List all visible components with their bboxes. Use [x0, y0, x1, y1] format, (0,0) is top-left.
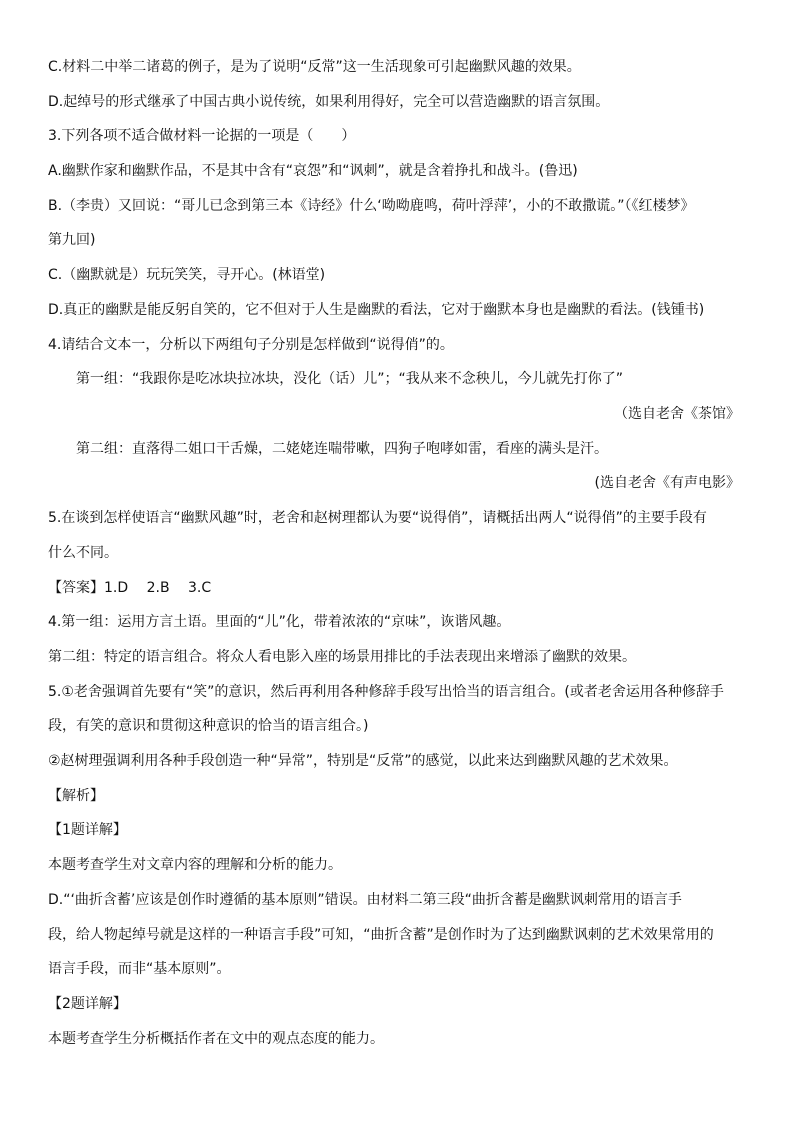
- question-3-option-b: B.（李贵）又回说：“哥儿已念到第三本《诗经》什么‘呦呦鹿鸣，荷叶浮萍’，小的不敢撒谎。”（《红楼梦》: [48, 198, 695, 214]
- question-4-group-2: 第二组：直落得二姐口干舌燥，二姥姥连喘带嗽，四狗子咆哮如雷，看座的满头是汗。: [76, 441, 608, 457]
- question-3-option-b-cont: 第九回): [48, 232, 96, 248]
- question-3: 3.下列各项不适合做材料一论据的一项是（ ）: [48, 128, 356, 144]
- question-4-group-2-source: (选自老舍《有声电影》: [594, 475, 740, 491]
- option-d: D.起绰号的形式继承了中国古典小说传统，如果利用得好，完全可以营造幽默的语言氛围。: [48, 94, 610, 110]
- detail-1-text-end: 语言手段，而非“基本原则”。: [48, 961, 231, 977]
- question-4-group-1-source: （选自老舍《茶馆》: [614, 406, 740, 422]
- answer-5-part-2: ②赵树理强调利用各种手段创造一种“异常”，特别是“反常”的感觉，以此来达到幽默风趣的艺术效果。: [48, 753, 678, 769]
- question-4-group-1: 第一组：“我跟你是吃冰块拉冰块，没化（话）儿”；“我从来不念秧儿，今儿就先打你了”: [76, 371, 624, 387]
- detail-1-intro: 本题考查学生对文章内容的理解和分析的能力。: [48, 857, 342, 873]
- question-3-option-c: C.（幽默就是）玩玩笑笑，寻开心。(林语堂): [48, 267, 326, 283]
- detail-2-heading: 【2题详解】: [48, 996, 127, 1012]
- analysis-heading: 【解析】: [48, 788, 104, 804]
- answer-4-group-1: 4.第一组：运用方言土语。里面的“儿”化，带着浓浓的“京味”，诙谐风趣。: [48, 614, 511, 630]
- question-5: 5.在谈到怎样使语言“幽默风趣”时，老舍和赵树理都认为要“说得俏”，请概括出两人“说得俏”的主要手段有: [48, 510, 707, 526]
- question-5-cont: 什么不同。: [48, 545, 118, 561]
- question-3-option-a: A.幽默作家和幽默作品，不是其中含有“哀怨”和“讽刺”，就是含着挣扎和战斗。(鲁迅): [48, 163, 578, 179]
- detail-2-intro: 本题考查学生分析概括作者在文中的观点态度的能力。: [48, 1031, 384, 1047]
- answer-5-part-1: 5.①老舍强调首先要有“笑”的意识，然后再利用各种修辞手段写出恰当的语言组合。(或者老舍运用各种修辞手: [48, 684, 724, 700]
- answer-4-group-2: 第二组：特定的语言组合。将众人看电影入座的场景用排比的手法表现出来增添了幽默的效果。: [48, 649, 636, 665]
- question-4: 4.请结合文本一，分析以下两组句子分别是怎样做到“说得俏”的。: [48, 337, 454, 353]
- detail-1-text: D.“‘曲折含蓄’应该是创作时遵循的基本原则”错误。由材料二第三段“曲折含蓄是幽默讽刺常用的语言手: [48, 892, 682, 908]
- answer-5-part-1-cont: 段，有笑的意识和贯彻这种意识的恰当的语言组合。): [48, 718, 369, 734]
- answer-heading: 【答案】1.D 2.B 3.C: [48, 580, 212, 596]
- detail-1-text-cont: 段，给人物起绰号就是这样的一种语言手段”可知，“曲折含蓄”是创作时为了达到幽默讽刺的艺术效果常用的: [48, 927, 714, 943]
- detail-1-heading: 【1题详解】: [48, 822, 127, 838]
- option-c: C.材料二中举二诸葛的例子，是为了说明“反常”这一生活现象可引起幽默风趣的效果。: [48, 59, 581, 75]
- question-3-option-d: D.真正的幽默是能反躬自笑的，它不但对于人生是幽默的看法，它对于幽默本身也是幽默的看法。(钱锺书): [48, 302, 705, 318]
